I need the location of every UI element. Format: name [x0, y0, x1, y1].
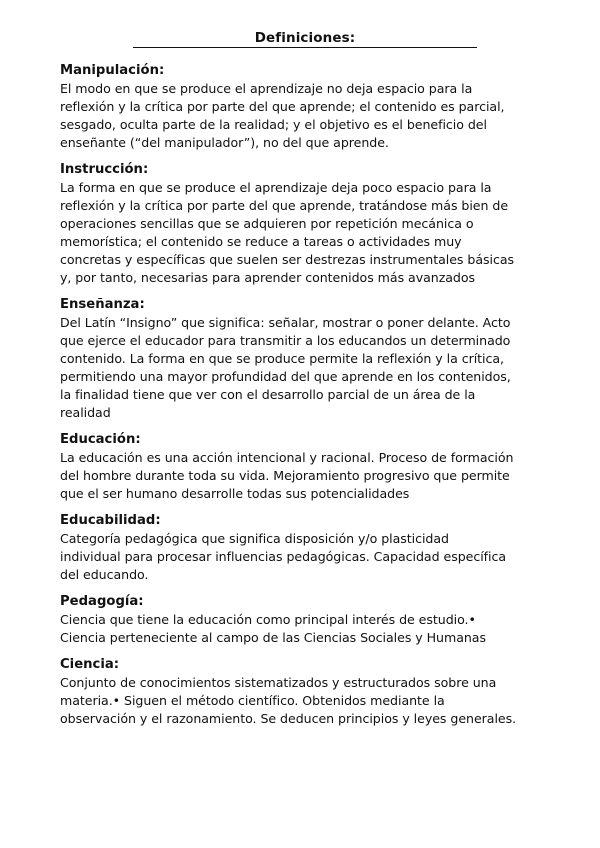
definition-line: sesgado, oculta parte de la realidad; y el objetivo es el beneficio del [60, 117, 487, 132]
definition-line: reflexión y la crítica por parte del que aprende, tratándose más bien de [60, 198, 509, 213]
definition-line: la finalidad tiene que ver con el desarrollo parcial de un área de la [60, 387, 476, 402]
definition-manipulacion [60, 62, 540, 152]
title-underline [133, 47, 477, 48]
definition-line: que el ser humano desarrolle todas sus potencialidades [60, 486, 410, 501]
definition-body [60, 179, 540, 287]
definition-heading: Manipulación: [60, 63, 165, 78]
definition-heading: Educación: [60, 432, 141, 447]
definition-line: La educación es una acción intencional y racional. Proceso de formación [60, 450, 514, 465]
definition-body [60, 674, 540, 728]
definition-line: El modo en que se produce el aprendizaje no deja espacio para la [60, 81, 473, 96]
definition-line: enseñante (“del manipulador”), no del que aprende. [60, 135, 389, 150]
definition-body [60, 449, 540, 503]
definition-line: operaciones sencillas que se adquieren por repetición mecánica o [60, 216, 474, 231]
definition-heading: Enseñanza: [60, 297, 145, 312]
definition-line: Conjunto de conocimientos sistematizados y estructurados sobre una [60, 675, 497, 690]
definition-line: materia.• Siguen el método científico. Obtenidos mediante la [60, 693, 445, 708]
definitions-list [60, 62, 540, 737]
definition-line: Categoría pedagógica que significa disposición y/o plasticidad [60, 531, 449, 546]
definition-line: y, por tanto, necesarias para aprender contenidos más avanzados [60, 270, 476, 285]
definition-line: memorística; el contenido se reduce a tareas o actividades muy [60, 234, 462, 249]
definition-line: Del Latín “Insigno” que significa: señalar, mostrar o poner delante. Acto [60, 315, 511, 330]
definition-line: La forma en que se produce el aprendizaje deja poco espacio para la [60, 180, 492, 195]
definition-line: Ciencia perteneciente al campo de las Ciencias Sociales y Humanas [60, 630, 486, 645]
page-title: Definiciones: [254, 30, 356, 46]
definition-line: contenido. La forma en que se produce permite la reflexión y la crítica, [60, 351, 504, 366]
definition-line: del hombre durante toda su vida. Mejoramiento progresivo que permite [60, 468, 510, 483]
definition-heading: Pedagogía: [60, 594, 144, 609]
definition-pedagogia [60, 593, 540, 647]
definition-line: Ciencia que tiene la educación como principal interés de estudio.• [60, 612, 476, 627]
definition-heading: Educabilidad: [60, 513, 161, 528]
definition-line: observación y el razonamiento. Se deducen principios y leyes generales. [60, 711, 517, 726]
definition-line: reflexión y la crítica por parte del que aprende; el contenido es parcial, [60, 99, 505, 114]
definition-educabilidad [60, 512, 540, 584]
definition-line: realidad [60, 405, 111, 420]
definition-heading: Ciencia: [60, 657, 120, 672]
definition-line: concretas y específicas que suelen ser destrezas instrumentales básicas [60, 252, 515, 267]
definition-ensenanza [60, 296, 540, 422]
definition-body [60, 314, 540, 422]
definition-line: individual para procesar influencias pedagógicas. Capacidad específica [60, 549, 507, 564]
title-block [133, 30, 477, 48]
definition-instruccion [60, 161, 540, 287]
definition-line: que ejerce el educador para transmitir a los educandos un determinado [60, 333, 511, 348]
definition-educacion [60, 431, 540, 503]
definition-line: del educando. [60, 567, 149, 582]
definition-heading: Instrucción: [60, 162, 149, 177]
definition-line: permitiendo una mayor profundidad del que aprende en los contenidos, [60, 369, 511, 384]
definition-ciencia [60, 656, 540, 728]
definition-body [60, 611, 540, 647]
definition-body [60, 80, 540, 152]
definition-body [60, 530, 540, 584]
